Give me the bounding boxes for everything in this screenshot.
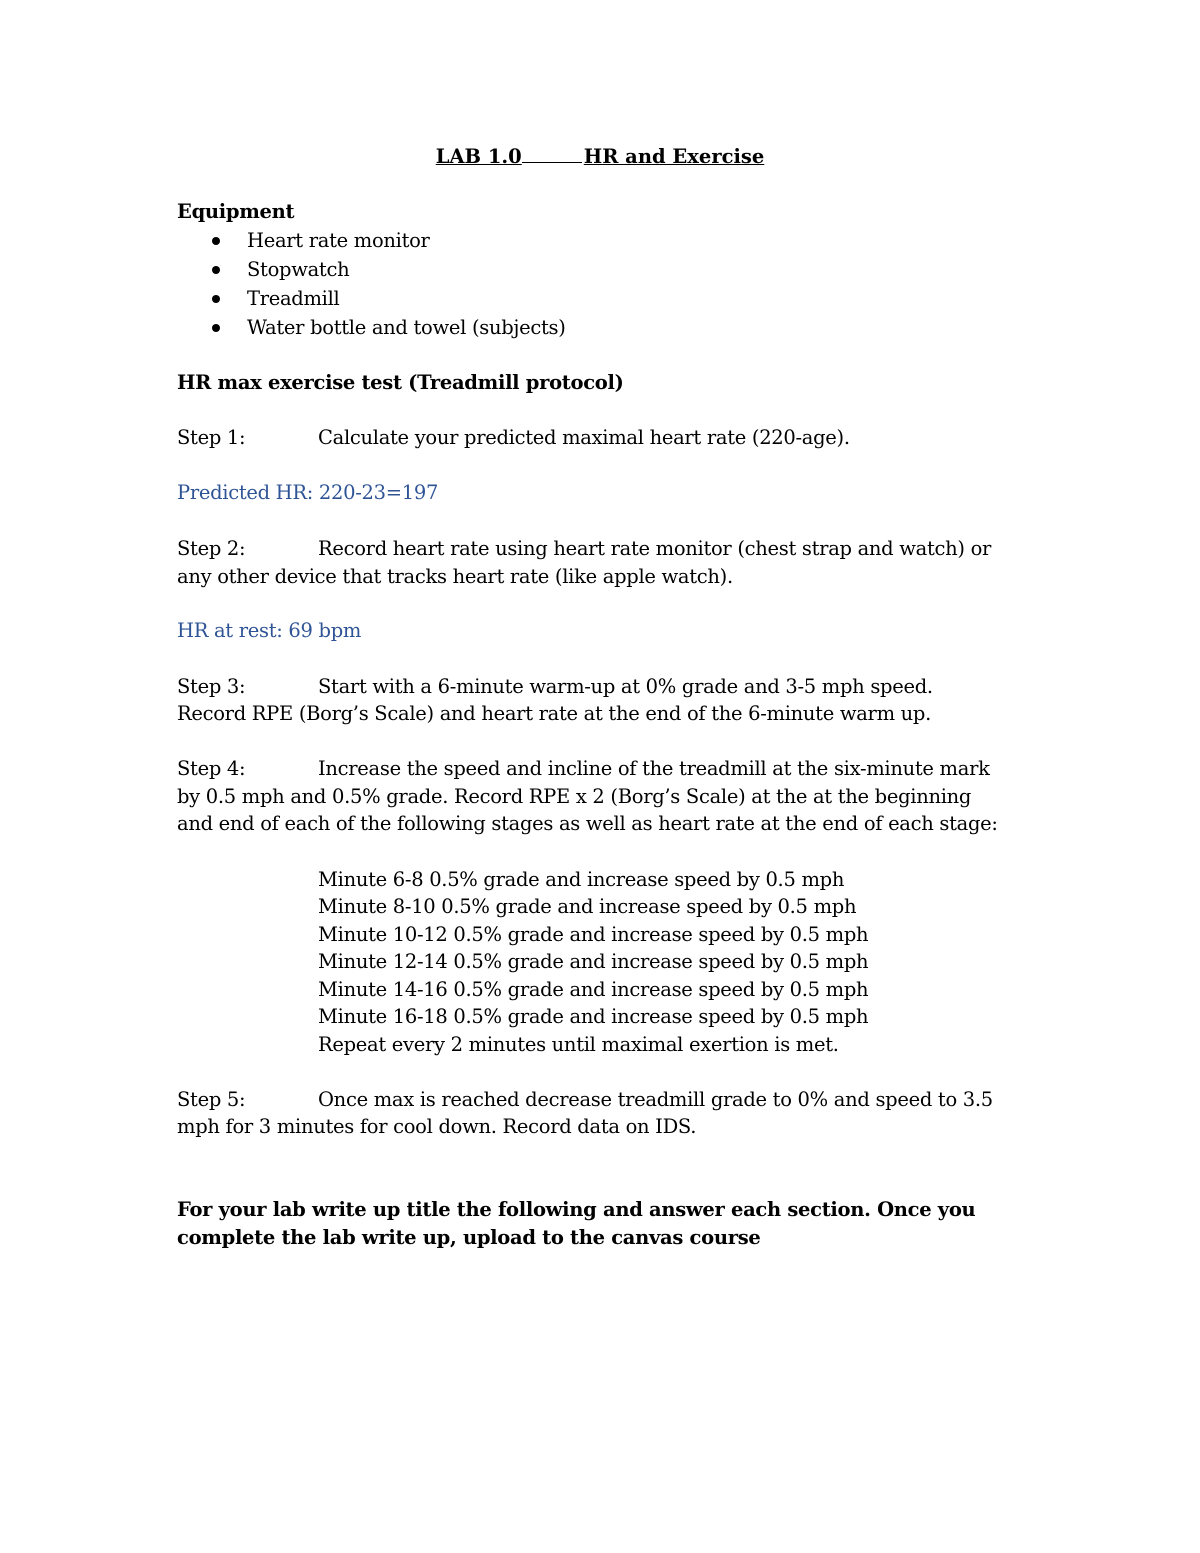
step-2-text-line1: Record heart rate using heart rate monitor (chest strap and watch) or: [318, 537, 992, 560]
minute-stage: Minute 6-8 0.5% grade and increase speed by 0.5 mph: [318, 868, 845, 891]
bullet-icon: [212, 266, 220, 274]
step-3: [177, 673, 933, 700]
equipment-item: [210, 284, 566, 313]
title-lab-number: LAB 1.0: [435, 145, 522, 168]
equipment-item-label: Treadmill: [247, 287, 340, 310]
minute-stage: Minute 12-14 0.5% grade and increase speed by 0.5 mph: [318, 950, 869, 973]
equipment-item-label: Stopwatch: [247, 258, 350, 281]
step-5-text-line2: mph for 3 minutes for cool down. Record data on IDS.: [177, 1115, 697, 1138]
step-1-label: Step 1:: [177, 426, 246, 449]
hr-rest-answer: HR at rest: 69 bpm: [177, 619, 362, 642]
bullet-icon: [212, 295, 220, 303]
equipment-item-label: Water bottle and towel (subjects): [247, 316, 566, 339]
equipment-item: [210, 226, 566, 255]
equipment-item: [210, 255, 566, 284]
step-4-text-line3: and end of each of the following stages as well as heart rate at the end of each stage:: [177, 812, 998, 835]
step-2-label: Step 2:: [177, 537, 246, 560]
step-5-text-line1: Once max is reached decrease treadmill grade to 0% and speed to 3.5: [318, 1088, 993, 1111]
equipment-item: [210, 313, 566, 342]
step-5-label: Step 5:: [177, 1088, 246, 1111]
step-3-text-line1: Start with a 6-minute warm-up at 0% grade and 3-5 mph speed.: [318, 675, 933, 698]
step-4: [177, 755, 990, 782]
step-3-label: Step 3:: [177, 675, 246, 698]
step-2: [177, 535, 991, 562]
document-title: [0, 143, 1200, 170]
predicted-hr-answer: Predicted HR: 220-23=197: [177, 481, 439, 504]
equipment-list: [210, 226, 566, 342]
step-1: [177, 424, 850, 451]
step-3-text-line2: Record RPE (Borg’s Scale) and heart rate at the end of the 6-minute warm up.: [177, 702, 932, 725]
closing-instruction-line1: For your lab write up title the following and answer each section. Once you: [177, 1198, 976, 1221]
step-1-text: Calculate your predicted maximal heart rate (220-age).: [318, 426, 850, 449]
test-heading: HR max exercise test (Treadmill protocol): [177, 371, 624, 394]
minute-stage: Minute 16-18 0.5% grade and increase speed by 0.5 mph: [318, 1005, 869, 1028]
repeat-instruction: Repeat every 2 minutes until maximal exertion is met.: [318, 1033, 839, 1056]
step-4-text-line2: by 0.5 mph and 0.5% grade. Record RPE x 2 (Borg’s Scale) at the at the beginning: [177, 785, 972, 808]
step-4-text-line1: Increase the speed and incline of the treadmill at the six-minute mark: [318, 757, 990, 780]
closing-instruction-line2: complete the lab write up, upload to the canvas course: [177, 1226, 761, 1249]
step-5: [177, 1086, 993, 1113]
minute-stage: Minute 8-10 0.5% grade and increase speed by 0.5 mph: [318, 895, 857, 918]
bullet-icon: [212, 324, 220, 332]
step-4-label: Step 4:: [177, 757, 246, 780]
bullet-icon: [212, 237, 220, 245]
step-2-text-line2: any other device that tracks heart rate (like apple watch).: [177, 565, 733, 588]
title-topic: HR and Exercise: [583, 145, 765, 168]
equipment-item-label: Heart rate monitor: [247, 229, 430, 252]
title-underline-gap: [522, 145, 582, 163]
equipment-heading: Equipment: [177, 200, 295, 223]
minute-stage: Minute 10-12 0.5% grade and increase speed by 0.5 mph: [318, 923, 869, 946]
minute-stage: Minute 14-16 0.5% grade and increase speed by 0.5 mph: [318, 978, 869, 1001]
